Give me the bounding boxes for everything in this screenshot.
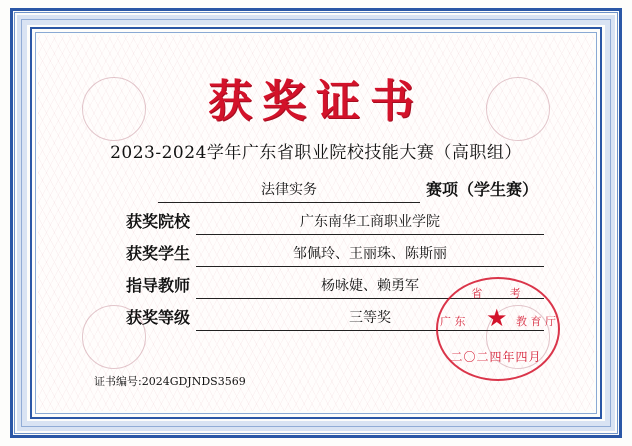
seal-left-text: 广 东 [440, 315, 466, 328]
school-value: 广东南华工商职业学院 [196, 211, 544, 235]
certificate-number: 证书编号:2024GDJNDS3569 [94, 375, 246, 388]
event-suffix: 赛项（学生赛） [426, 180, 539, 199]
official-seal [436, 277, 560, 381]
students-value: 邹佩玲、王丽珠、陈斯丽 [196, 243, 544, 267]
award-level-value: 三等奖 [196, 307, 544, 331]
certificate-title: 获奖证书 [208, 76, 424, 127]
competition-subtitle: 2023-2024学年广东省职业院校技能大赛（高职组） [110, 143, 522, 163]
seal-top-text: 省 考 [471, 287, 533, 300]
school-row [98, 203, 544, 235]
teachers-label: 指导教师 [125, 276, 190, 295]
event-row [98, 171, 544, 203]
award-level-label: 获奖等级 [125, 308, 190, 327]
star-icon: ★ [486, 305, 508, 332]
event-value: 法律实务 [158, 179, 420, 203]
students-row [98, 235, 544, 267]
event-label [98, 200, 158, 203]
teachers-value: 杨咏婕、赖勇军 [196, 275, 544, 299]
seal-right-text: 教 育 厅 [516, 315, 556, 328]
students-label: 获奖学生 [125, 244, 190, 263]
seal-date: 二〇二四年四月 [450, 350, 542, 364]
certificate-content [38, 35, 594, 411]
school-label: 获奖院校 [125, 212, 190, 231]
